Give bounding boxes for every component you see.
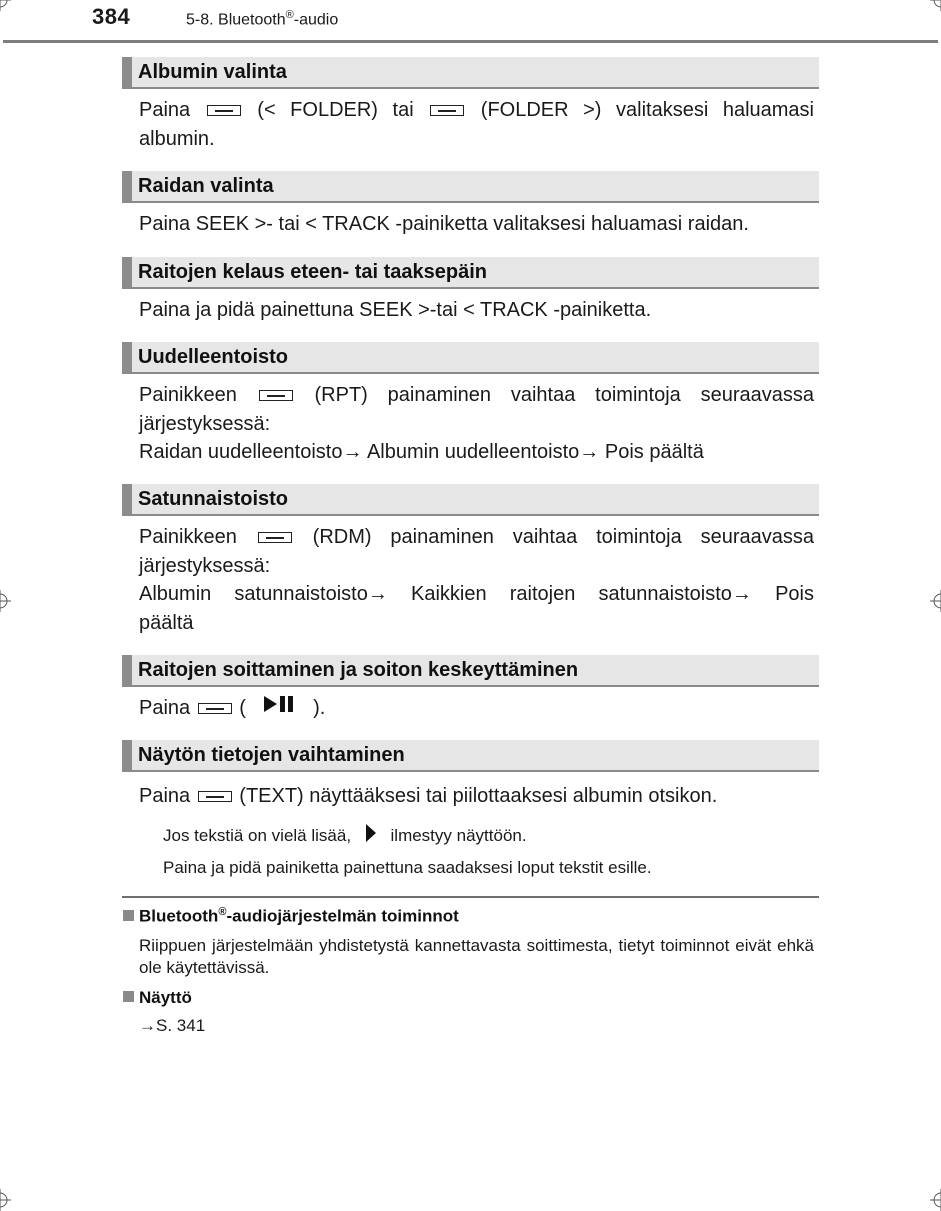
text: ( — [239, 697, 246, 719]
square-bullet-icon — [123, 910, 134, 921]
section-heading-fast-forward — [122, 257, 819, 289]
section-body-play-pause — [139, 694, 814, 723]
section-title: Raitojen soittaminen ja soiton keskeyttäminen — [138, 659, 579, 681]
arrow-right-icon — [364, 822, 378, 851]
heading-bar — [122, 655, 132, 685]
body-line — [139, 523, 814, 552]
section-body-track-select: Paina SEEK >- tai < TRACK -painiketta valitaksesi haluamasi raidan. — [139, 213, 749, 235]
heading-bar — [122, 57, 132, 87]
text: (TEXT) näyttääksesi tai piilottaaksesi albumin otsikon. — [239, 785, 718, 807]
text: Paina — [139, 785, 191, 807]
section-title: Raidan valinta — [138, 175, 274, 197]
heading-bar — [122, 257, 132, 287]
text: Bluetooth — [139, 906, 219, 926]
chapter-title-suffix: -audio — [293, 11, 339, 29]
section-body-random — [139, 523, 814, 637]
section-title: Albumin valinta — [138, 61, 287, 83]
note-heading-bluetooth-functions — [123, 906, 459, 927]
registration-mark-left — [0, 590, 11, 612]
body-line: järjestyksessä: — [139, 554, 271, 577]
section-body-album-select — [139, 96, 814, 153]
registration-mark-top-left — [0, 0, 11, 11]
body-line: Raidan uudelleentoisto→ Albumin uudelleentoisto→ Pois päältä — [139, 441, 704, 463]
square-bullet-icon — [123, 991, 134, 1002]
section-heading-album-select — [122, 57, 819, 89]
section-body-repeat — [139, 381, 814, 467]
registration-mark-bottom-right — [930, 1189, 941, 1211]
text: (< FOLDER) tai — [257, 99, 414, 121]
notes-divider — [122, 896, 819, 898]
note-body-bluetooth-functions: Riippuen järjestelmään yhdistetystä kannettavasta soittimesta, tietyt toiminnot eivät ehkä ole käytettävissä. — [139, 936, 814, 977]
note-heading-display — [123, 988, 192, 1008]
display-note-hold: Paina ja pidä painiketta painettuna saadaksesi loput tekstit esille. — [163, 858, 652, 877]
section-title: Raitojen kelaus eteen- tai taaksepäin — [138, 261, 488, 283]
section-heading-track-select — [122, 171, 819, 203]
body-line: Albumin satunnaistoisto→ Kaikkien raitojen satunnaistoisto→ Pois — [139, 583, 814, 605]
text: Paina — [139, 697, 191, 719]
button-icon — [259, 390, 293, 401]
heading-bar — [122, 342, 132, 372]
section-title: Uudelleentoisto — [138, 346, 289, 368]
text: Painikkeen — [139, 526, 237, 548]
button-icon — [198, 791, 232, 802]
section-heading-repeat — [122, 342, 819, 374]
text: Jos tekstiä on vielä lisää, — [163, 825, 352, 845]
text: (RPT) painaminen vaihtaa toimintoja seuraavassa — [314, 384, 814, 406]
registered-mark: ® — [285, 9, 294, 21]
section-heading-display-info — [122, 740, 819, 772]
body-line: järjestyksessä: — [139, 412, 271, 435]
text: (FOLDER >) valitaksesi haluamasi — [480, 99, 814, 121]
button-icon — [430, 105, 464, 116]
text: Painikkeen — [139, 384, 237, 406]
heading-bar — [122, 484, 132, 514]
section-body-fast-forward: Paina ja pidä painettuna SEEK >-tai < TRACK -painiketta. — [139, 299, 652, 321]
play-pause-icon — [264, 694, 298, 723]
text: Paina — [139, 99, 191, 121]
display-note-more-text — [163, 822, 527, 851]
section-body-display-info — [139, 782, 814, 811]
page-number: 384 — [92, 4, 131, 29]
section-title: Satunnaistoisto — [138, 488, 289, 510]
text: -audiojärjestelmän toiminnot — [226, 906, 459, 926]
chapter-title-prefix: 5-8. Bluetooth — [186, 11, 286, 29]
chapter-title — [186, 9, 338, 29]
text: (RDM) painaminen vaihtaa toimintoja seuraavassa — [312, 526, 814, 548]
text: ). — [313, 697, 326, 719]
body-line — [139, 96, 814, 125]
button-icon — [207, 105, 241, 116]
page-reference-link[interactable]: →S. 341 — [139, 1016, 206, 1035]
header-rule — [3, 40, 938, 43]
registration-mark-bottom-left — [0, 1189, 11, 1211]
body-line: albumin. — [139, 127, 215, 150]
section-title: Näytön tietojen vaihtaminen — [138, 744, 405, 766]
body-line: päältä — [139, 611, 194, 634]
registration-mark-right — [930, 590, 941, 612]
body-line — [139, 381, 814, 410]
heading-bar — [122, 171, 132, 201]
section-heading-play-pause — [122, 655, 819, 687]
registered-mark: ® — [218, 906, 227, 918]
section-heading-random — [122, 484, 819, 516]
text: Näyttö — [139, 988, 192, 1007]
button-icon — [258, 532, 292, 543]
registration-mark-top-right — [930, 0, 941, 11]
text: ilmestyy näyttöön. — [390, 825, 527, 845]
heading-bar — [122, 740, 132, 770]
button-icon — [198, 703, 232, 714]
